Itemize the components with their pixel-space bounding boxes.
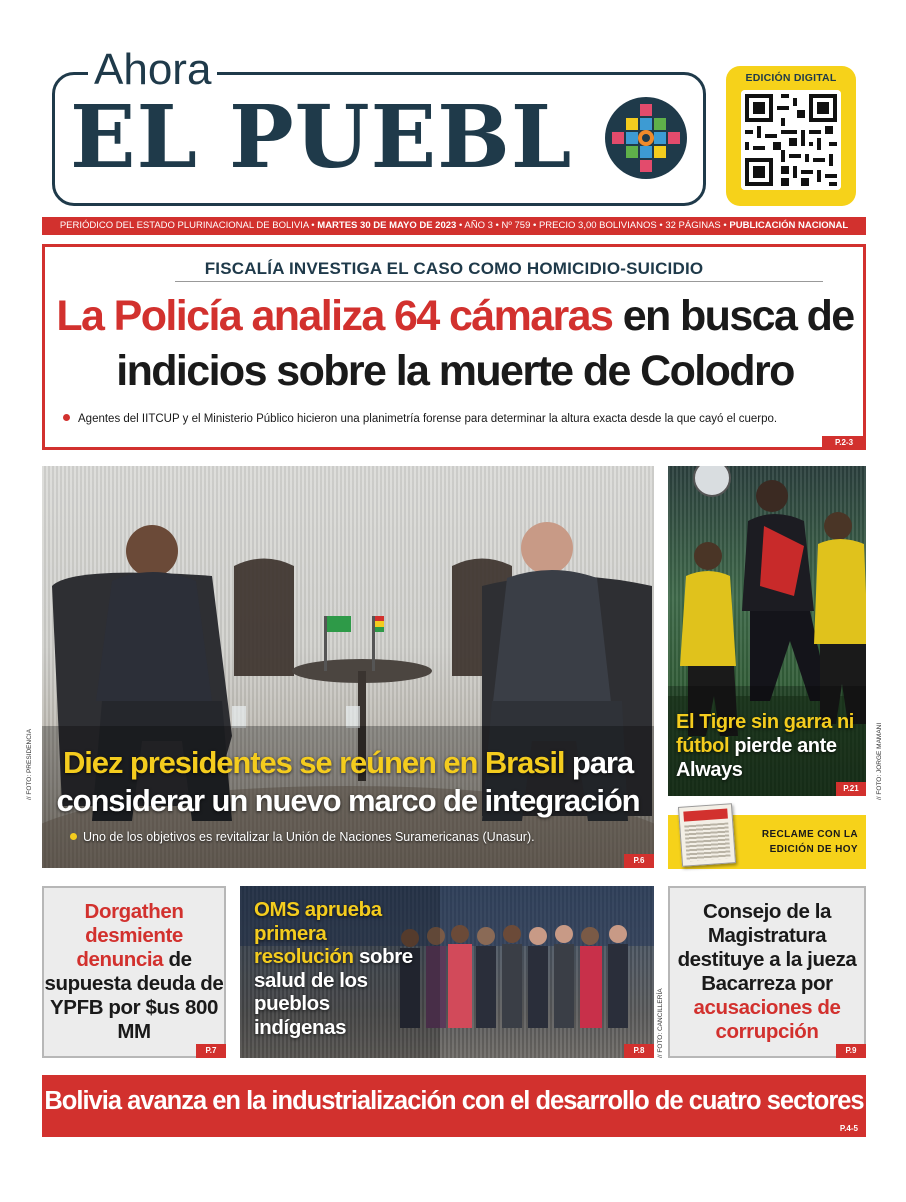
- photo-credit-presidencia: // FOTO: PRESIDENCIA: [26, 728, 33, 800]
- qr-code-icon[interactable]: [741, 90, 841, 190]
- lead-headline-rest: en busca de indicios sobre la muerte de Colodro: [116, 292, 854, 395]
- lead-bullet-text: Agentes del IITCUP y el Ministerio Público hicieron una planimetría forense para determinar la altura exacta desde la que cayó el cuerpo.: [78, 413, 778, 425]
- edition-scope: PUBLICACIÓN NACIONAL: [729, 220, 849, 231]
- edition-price: PRECIO 3,00 BOLIVIANOS: [538, 220, 657, 231]
- main-story-bullet: [70, 830, 535, 844]
- lead-headline[interactable]: [53, 289, 857, 399]
- bottom-banner-page-ref: P.4-5: [839, 1124, 858, 1133]
- digital-edition-label: EDICIÓN DIGITAL: [745, 72, 837, 84]
- promo-text: RECLAME CON LA EDICIÓN DE HOY: [761, 829, 858, 855]
- lead-page-ref: P.2-3: [822, 436, 866, 450]
- lead-headline-red: La Policía analiza 64 cámaras: [56, 292, 613, 340]
- lead-story[interactable]: [42, 244, 866, 450]
- bullet-dot-icon: [63, 414, 70, 421]
- sport-headline-yellow: El Tigre sin garra ni fútbol: [676, 711, 854, 757]
- kicker-divider: [175, 281, 823, 282]
- andean-cross-icon: [604, 96, 688, 180]
- ypfb-story-box[interactable]: [42, 886, 226, 1058]
- edition-year: AÑO 3: [464, 220, 493, 231]
- ypfb-page-ref: P.7: [196, 1044, 226, 1058]
- sport-story-photo[interactable]: [668, 466, 866, 796]
- promo-thumbnail: [678, 803, 736, 867]
- sport-headline-rest: pierde ante Always: [676, 735, 837, 781]
- sport-page-ref: P.21: [836, 782, 866, 796]
- digital-edition-box[interactable]: [726, 66, 856, 206]
- oms-headline-rest: sobre salud de los pueblos indígenas: [254, 945, 413, 1039]
- bullet-dot-icon: [70, 833, 77, 840]
- consejo-story-box[interactable]: [668, 886, 866, 1058]
- publisher-text: PERIÓDICO DEL ESTADO PLURINACIONAL DE BOLIVIA: [59, 220, 309, 231]
- photo-credit-cancilleria: // FOTO: CANCILLERÍA: [657, 988, 664, 1058]
- main-bullet-text: Uno de los objetivos es revitalizar la Unión de Naciones Suramericanas (Unasur).: [83, 830, 535, 844]
- edition-date: MARTES 30 DE MAYO DE 2023: [317, 220, 457, 231]
- photo-credit-mamani: // FOTO: JORGE MAMANI: [876, 722, 883, 800]
- info-bar: PERIÓDICO DEL ESTADO PLURINACIONAL DE BOLIVIA • MARTES 30 DE MAYO DE 2023 • AÑO 3 • Nº 759 • PRECIO 3,00 BOLIVIANOS • 32 PÁGINAS • PUBLICACIÓN NACIONAL: [42, 217, 866, 235]
- main-page-ref: P.6: [624, 854, 654, 868]
- sport-headline[interactable]: [676, 710, 862, 782]
- ypfb-headline-rest: de supuesta deuda de YPFB por $us 800 MM: [44, 948, 224, 1043]
- oms-headline-yellow: OMS aprueba primera resolución: [254, 898, 382, 968]
- lead-bullet: [63, 413, 777, 425]
- main-headline-yellow: Diez presidentes se reúnen en Brasil: [63, 745, 565, 780]
- masthead-ahora: Ahora: [88, 46, 217, 94]
- main-story-photo[interactable]: [42, 466, 654, 868]
- bottom-banner[interactable]: [42, 1075, 866, 1137]
- bottom-banner-headline: Bolivia avanza en la industrialización con el desarrollo de cuatro sectores: [44, 1087, 864, 1115]
- promo-box[interactable]: [668, 815, 866, 869]
- oms-page-ref: P.8: [624, 1044, 654, 1058]
- oms-story-photo[interactable]: [240, 886, 654, 1058]
- edition-pages: 32 PÁGINAS: [665, 220, 721, 231]
- oms-headline[interactable]: [254, 898, 424, 1039]
- consejo-headline: [670, 900, 864, 1044]
- masthead-title: EL PUEBL: [70, 87, 573, 188]
- lead-kicker: FISCALÍA INVESTIGA EL CASO COMO HOMICIDIO-SUICIDIO: [204, 259, 704, 278]
- main-story-headline[interactable]: [42, 744, 654, 820]
- edition-number: Nº 759: [501, 220, 531, 231]
- ypfb-headline: [44, 900, 224, 1044]
- consejo-headline-red: acusaciones de corrupción: [693, 996, 841, 1043]
- main-headline-rest: para considerar un nuevo marco de integración: [56, 745, 640, 818]
- consejo-page-ref: P.9: [836, 1044, 866, 1058]
- consejo-headline-black: Consejo de la Magistratura destituye a la jueza Bacarreza por: [677, 900, 857, 995]
- ypfb-headline-red: Dorgathen desmiente denuncia: [76, 900, 184, 971]
